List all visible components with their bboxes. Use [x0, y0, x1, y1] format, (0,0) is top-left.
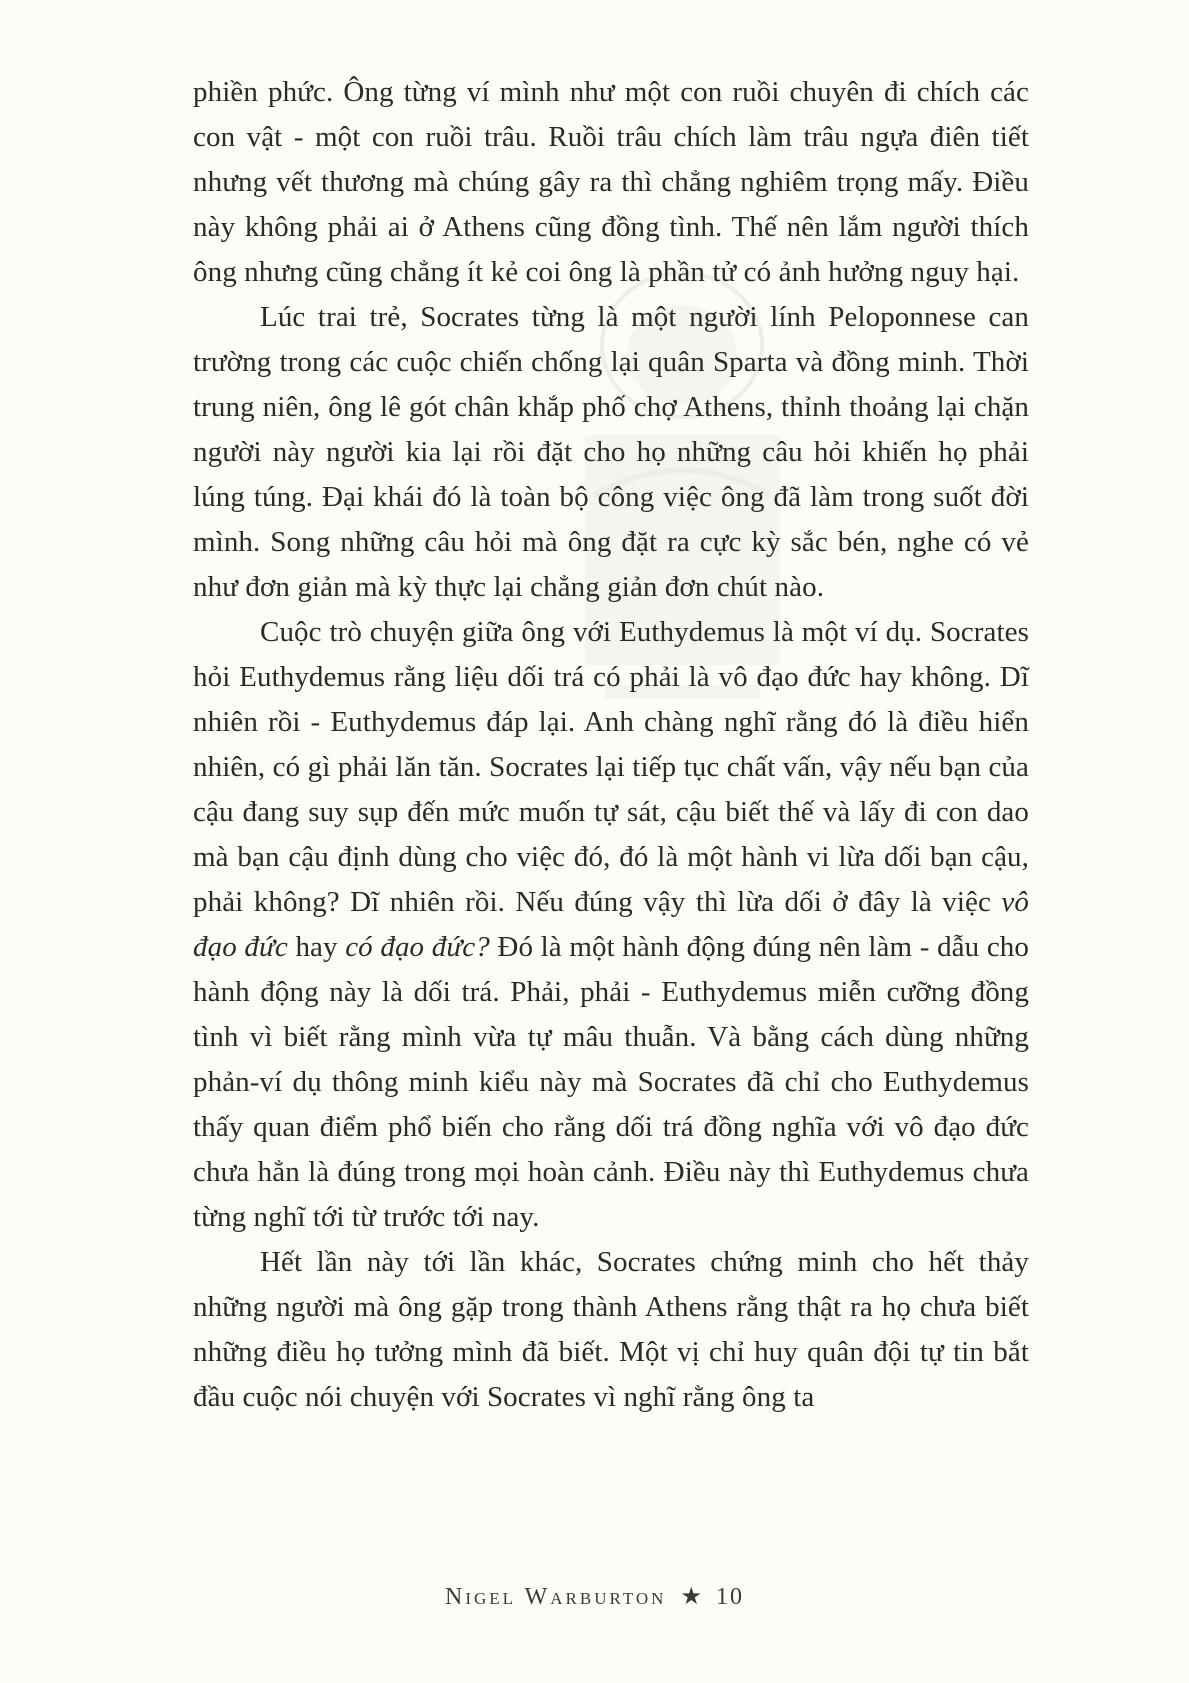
author-name: Nigel Warburton: [445, 1584, 667, 1610]
paragraph-3-part-2: hay: [287, 931, 346, 963]
star-icon: ★: [680, 1584, 704, 1610]
paragraph-2: Lúc trai trẻ, Socrates từng là một người lính Peloponnese can trường trong các cuộc chiến chống lại quân Sparta và đồng minh. Thời trung niên, ông lê gót chân khắp phố chợ Athens, thỉnh thoảng lại chặn người này người kia lại rồi đặt cho họ những câu hỏi khiến họ phải lúng túng. Đại khái đó là toàn bộ công việc ông đã làm trong suốt đời mình. Song những câu hỏi mà ông đặt ra cực kỳ sắc bén, nghe có vẻ như đơn giản mà kỳ thực lại chẳng giản đơn chút nào.: [193, 301, 1029, 603]
paragraph-3-part-3: Đó là một hành động đúng nên làm - dẫu cho hành động này là dối trá. Phải, phải - Euthydemus miễn cưỡng đồng tình vì biết rằng mình vừa tự mâu thuẫn. Và bằng cách dùng những phản-ví dụ thông minh kiểu này mà Socrates đã chỉ cho Euthydemus thấy quan điểm phổ biến cho rằng dối trá đồng nghĩa với vô đạo đức chưa hẳn là đúng trong mọi hoàn cảnh. Điều này thì Euthydemus chưa từng nghĩ tới từ trước tới nay.: [193, 931, 1029, 1233]
italic-phrase-2: có đạo đức?: [345, 931, 490, 963]
paragraph-3-part-1: Cuộc trò chuyện giữa ông với Euthydemus là một ví dụ. Socrates hỏi Euthydemus rằng liệu dối trá có phải là vô đạo đức hay không. Dĩ nhiên rồi - Euthydemus đáp lại. Anh chàng nghĩ rằng đó là điều hiển nhiên, có gì phải lăn tăn. Socrates lại tiếp tục chất vấn, vậy nếu bạn của cậu đang suy sụp đến mức muốn tự sát, cậu biết thế và lấy đi con dao mà bạn cậu định dùng cho việc đó, đó là một hành vi lừa dối bạn cậu, phải không? Dĩ nhiên rồi. Nếu đúng vậy thì lừa dối ở đây là việc: [193, 616, 1029, 918]
page-number: 10: [715, 1584, 744, 1610]
italic-phrase-1: vô đạo đức: [193, 886, 1029, 963]
paragraph-4: Hết lần này tới lần khác, Socrates chứng minh cho hết thảy những người mà ông gặp trong thành Athens rằng thật ra họ chưa biết những điều họ tưởng mình đã biết. Một vị chỉ huy quân đội tự tin bắt đầu cuộc nói chuyện với Socrates vì nghĩ rằng ông ta: [193, 1246, 1029, 1413]
body-text: [193, 70, 1029, 1420]
paragraph-1: phiền phức. Ông từng ví mình như một con ruồi chuyên đi chích các con vật - một con ruồi trâu. Ruồi trâu chích làm trâu ngựa điên tiết nhưng vết thương mà chúng gây ra thì chẳng nghiêm trọng mấy. Điều này không phải ai ở Athens cũng đồng tình. Thế nên lắm người thích ông nhưng cũng chẳng ít kẻ coi ông là phần tử có ảnh hưởng nguy hại.: [193, 76, 1029, 288]
paragraph-3: [193, 610, 1029, 1240]
page-footer: [0, 1582, 1189, 1611]
